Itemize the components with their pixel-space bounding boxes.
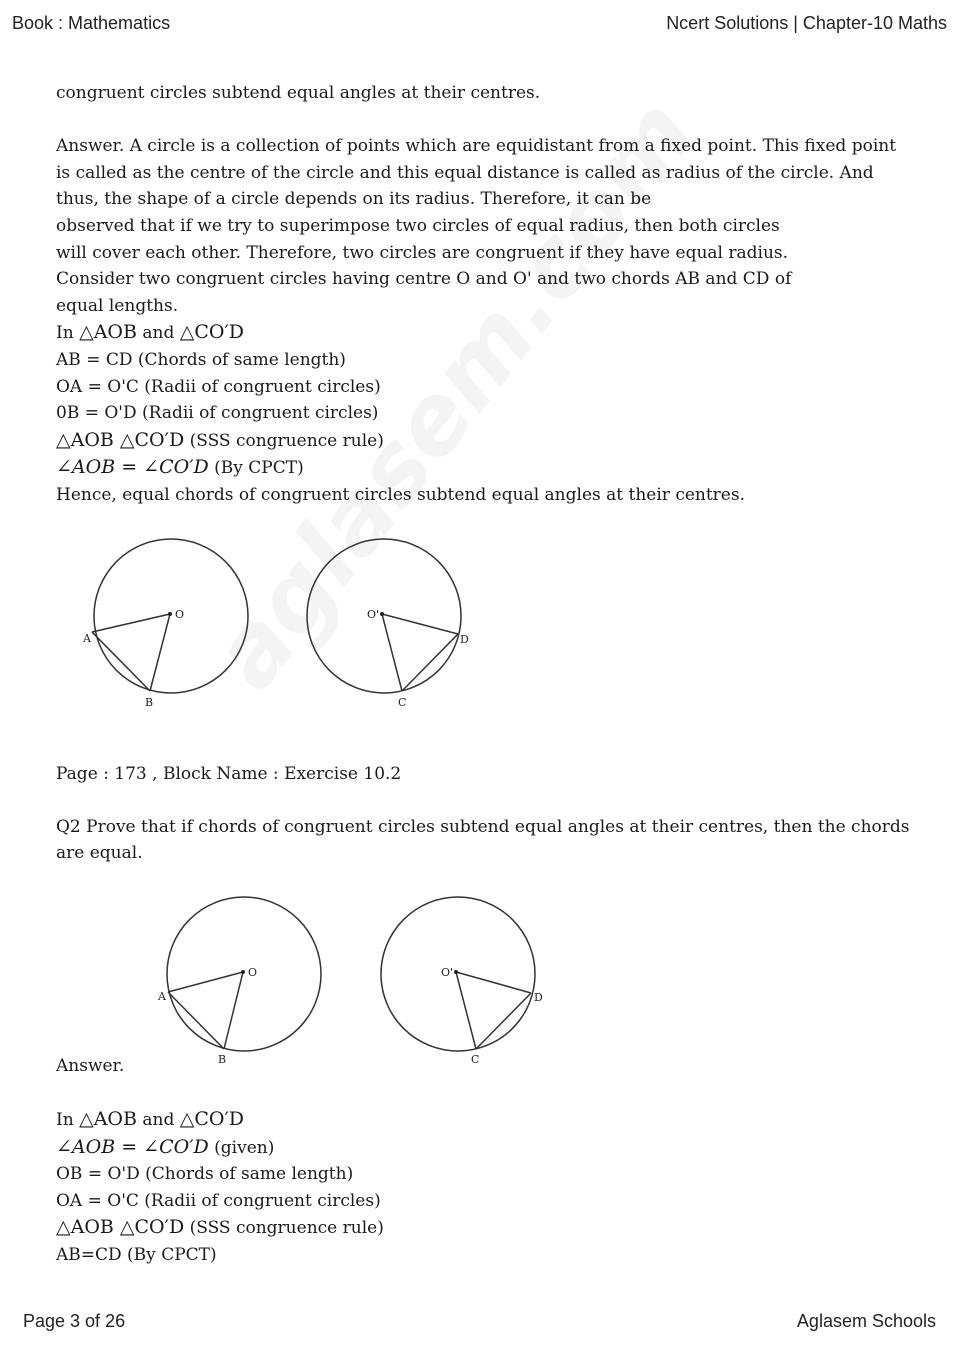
and-word: and	[142, 1110, 175, 1131]
centre-dot-o	[168, 612, 172, 616]
congruence-reason: (SSS congruence rule)	[189, 1218, 384, 1239]
label-b: B	[218, 1053, 227, 1066]
label-o: O	[175, 608, 185, 621]
in-word: In	[56, 1110, 74, 1131]
q1-answer-line: thus, the shape of a circle depends on its radius. Therefore, it can be	[56, 189, 652, 210]
congruence-math: △AOB △CO′D	[56, 428, 185, 451]
label-d: D	[460, 633, 469, 646]
segment-oa	[168, 972, 243, 992]
q1-answer-line: equal lengths.	[56, 295, 179, 316]
segment-ob	[150, 614, 170, 691]
chord-cd	[402, 634, 458, 691]
label-o-prime: O'	[367, 608, 380, 621]
segment-oc	[382, 614, 402, 691]
q1-answer-line: observed that if we try to superimpose two circles of equal radius, then both circles	[56, 215, 780, 236]
page-reference: Page : 173 , Block Name : Exercise 10.2	[56, 763, 402, 784]
triangle-aob: △AOB	[79, 1108, 137, 1131]
circles-diagram	[152, 888, 552, 1078]
circle-o	[167, 897, 321, 1051]
label-o-prime: O'	[441, 966, 454, 979]
q1-answer-line: Consider two congruent circles having centre O and O' and two chords AB and CD of	[56, 269, 792, 290]
figure-congruent-circles-2	[152, 888, 552, 1082]
q2-angle-equality	[56, 1134, 906, 1162]
triangle-cod: △CO′D	[179, 321, 245, 344]
q1-statement: 0B = O'D (Radii of congruent circles)	[56, 403, 379, 424]
q1-statement: AB = CD (Chords of same length)	[56, 349, 346, 370]
header-chapter-title: Ncert Solutions | Chapter-10 Maths	[666, 13, 947, 33]
q1-answer-line: will cover each other. Therefore, two circles are congruent if they have equal radius.	[56, 242, 789, 263]
triangle-cod: △CO′D	[179, 1108, 245, 1131]
segment-oc	[456, 972, 476, 1049]
q2-question-line: are equal.	[56, 843, 143, 864]
q1-statement: OA = O'C (Radii of congruent circles)	[56, 376, 381, 397]
q2-answer-label: Answer.	[56, 1055, 125, 1076]
q2-congruence	[56, 1214, 906, 1242]
chord-ab	[168, 992, 224, 1049]
circle-o-prime	[381, 897, 535, 1051]
q1-in-triangles	[56, 319, 906, 347]
centre-dot-o-prime	[380, 612, 384, 616]
circles-diagram	[80, 530, 480, 720]
label-o: O	[248, 966, 258, 979]
segment-ob	[224, 972, 243, 1049]
label-a: A	[158, 990, 166, 1003]
footer-publisher: Aglasem Schools	[796, 1311, 936, 1331]
figure-congruent-circles-1	[80, 530, 480, 724]
segment-od	[382, 614, 458, 634]
q2-statement: OB = O'D (Chords of same length)	[56, 1164, 354, 1185]
q1-intro: congruent circles subtend equal angles at their centres.	[56, 83, 541, 103]
q2-in-triangles	[56, 1106, 906, 1134]
and-word: and	[142, 323, 175, 344]
q1-answer-line: Answer. A circle is a collection of points which are equidistant from a fixed point. This fixed point	[56, 136, 897, 157]
segment-od	[456, 972, 531, 993]
label-d: D	[534, 991, 543, 1004]
label-a: A	[83, 632, 91, 645]
angle-reason: (given)	[214, 1137, 275, 1158]
chord-cd	[476, 993, 531, 1049]
angle-reason: (By CPCT)	[214, 458, 304, 479]
congruence-math: △AOB △CO′D	[56, 1216, 185, 1239]
angle-math: ∠AOB = ∠CO′D	[56, 456, 209, 479]
footer-page-number: Page 3 of 26	[23, 1311, 126, 1331]
centre-dot-o-prime	[454, 970, 458, 974]
header-book-title: Book : Mathematics	[12, 13, 171, 33]
angle-math: ∠AOB = ∠CO′D	[56, 1135, 209, 1158]
q2-statement: OA = O'C (Radii of congruent circles)	[56, 1190, 381, 1211]
q1-congruence	[56, 427, 906, 455]
q2-result: AB=CD (By CPCT)	[56, 1245, 217, 1266]
circle-o	[94, 539, 248, 693]
circle-o-prime	[307, 539, 461, 693]
segment-oa	[92, 614, 170, 632]
triangle-aob: △AOB	[79, 321, 137, 344]
centre-dot-o	[241, 970, 245, 974]
q1-angle-equality	[56, 454, 906, 482]
label-c: C	[398, 696, 407, 709]
in-word: In	[56, 323, 74, 344]
label-b: B	[145, 696, 154, 709]
q2-question-line: Q2 Prove that if chords of congruent circles subtend equal angles at their centres, then the chords	[56, 816, 910, 837]
q1-conclusion: Hence, equal chords of congruent circles subtend equal angles at their centres.	[56, 484, 745, 505]
congruence-reason: (SSS congruence rule)	[189, 430, 384, 451]
label-c: C	[471, 1053, 480, 1066]
q1-answer-line: is called as the centre of the circle and this equal distance is called as radius of the circle. And	[56, 162, 874, 183]
chord-ab	[92, 632, 150, 691]
